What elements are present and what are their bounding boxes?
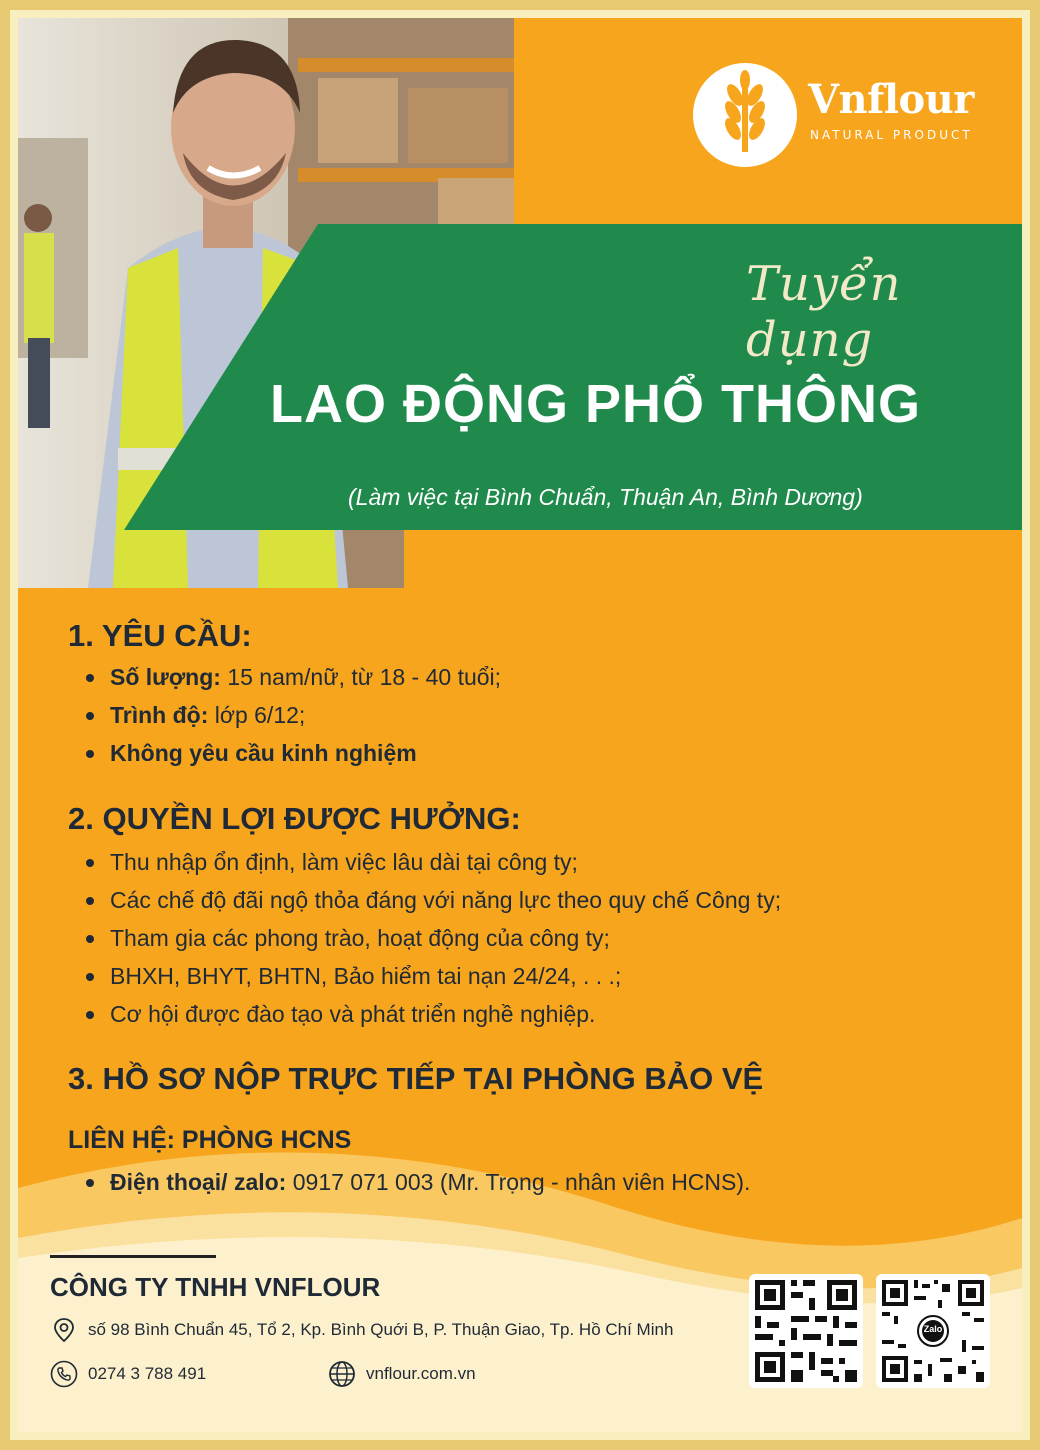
wheat-icon [690, 60, 800, 170]
item-label: Trình độ: [110, 702, 209, 728]
brand-tagline: NATURAL PRODUCT [810, 128, 973, 142]
poster-body [18, 18, 1022, 1432]
requirements-heading: 1. YÊU CẦU: [68, 618, 252, 653]
address-row [50, 1316, 673, 1344]
list-item: Tham gia các phong trào, hoạt động của công ty; [84, 919, 781, 957]
benefits-list [84, 843, 781, 1033]
location-pin-icon [50, 1316, 78, 1344]
phone-value: 0917 071 003 (Mr. Trọng - nhân viên HCNS). [286, 1169, 751, 1195]
list-item: Cơ hội được đào tạo và phát triển nghề nghiệp. [84, 995, 781, 1033]
job-title: LAO ĐỘNG PHỔ THÔNG [270, 374, 921, 434]
list-item: Các chế độ đãi ngộ thỏa đáng với năng lực theo quy chế Công ty; [84, 881, 781, 919]
phone-icon [50, 1360, 78, 1388]
list-item: Thu nhập ổn định, làm việc lâu dài tại công ty; [84, 843, 781, 881]
website-row [328, 1360, 476, 1388]
list-item [84, 734, 501, 772]
item-label: Không yêu cầu kinh nghiệm [110, 740, 417, 766]
brand-name: Vnflour [808, 76, 974, 123]
phone-row [50, 1360, 206, 1388]
list-item [84, 658, 501, 696]
contact-list [84, 1163, 750, 1201]
zalo-logo: Zalo [923, 1324, 943, 1334]
website-link[interactable]: vnflour.com.vn [366, 1364, 476, 1383]
qr-code-icon [749, 1274, 863, 1388]
list-item [84, 696, 501, 734]
work-location: (Làm việc tại Bình Chuẩn, Thuận An, Bình Dương) [348, 484, 863, 510]
company-name: CÔNG TY TNHH VNFLOUR [50, 1272, 381, 1302]
item-value: 15 nam/nữ, từ 18 - 40 tuổi; [220, 664, 502, 690]
qr-code-zalo[interactable] [876, 1274, 990, 1388]
application-heading: 3. HỒ SƠ NỘP TRỰC TIẾP TẠI PHÒNG BẢO VỆ [68, 1061, 764, 1096]
list-item: BHXH, BHYT, BHTN, Bảo hiểm tai nạn 24/24, . . .; [84, 957, 781, 995]
phone-label: Điện thoại/ zalo: [110, 1169, 287, 1195]
qr-code-website[interactable] [749, 1274, 863, 1388]
divider [50, 1255, 216, 1258]
list-item [84, 1163, 750, 1201]
address-text: số 98 Bình Chuẩn 45, Tổ 2, Kp. Bình Quới B, P. Thuận Giao, Tp. Hồ Chí Minh [88, 1320, 674, 1339]
contact-heading: LIÊN HỆ: PHÒNG HCNS [68, 1126, 352, 1154]
item-label: Số lượng: [110, 664, 221, 690]
globe-icon [328, 1360, 356, 1388]
brand-logo [690, 60, 1000, 170]
requirements-list [84, 658, 501, 772]
script-heading: Tuyển dụng [746, 256, 902, 368]
benefits-heading: 2. QUYỀN LỢI ĐƯỢC HƯỞNG: [68, 801, 521, 836]
company-phone[interactable]: 0274 3 788 491 [88, 1364, 207, 1383]
item-value: lớp 6/12; [208, 702, 306, 728]
